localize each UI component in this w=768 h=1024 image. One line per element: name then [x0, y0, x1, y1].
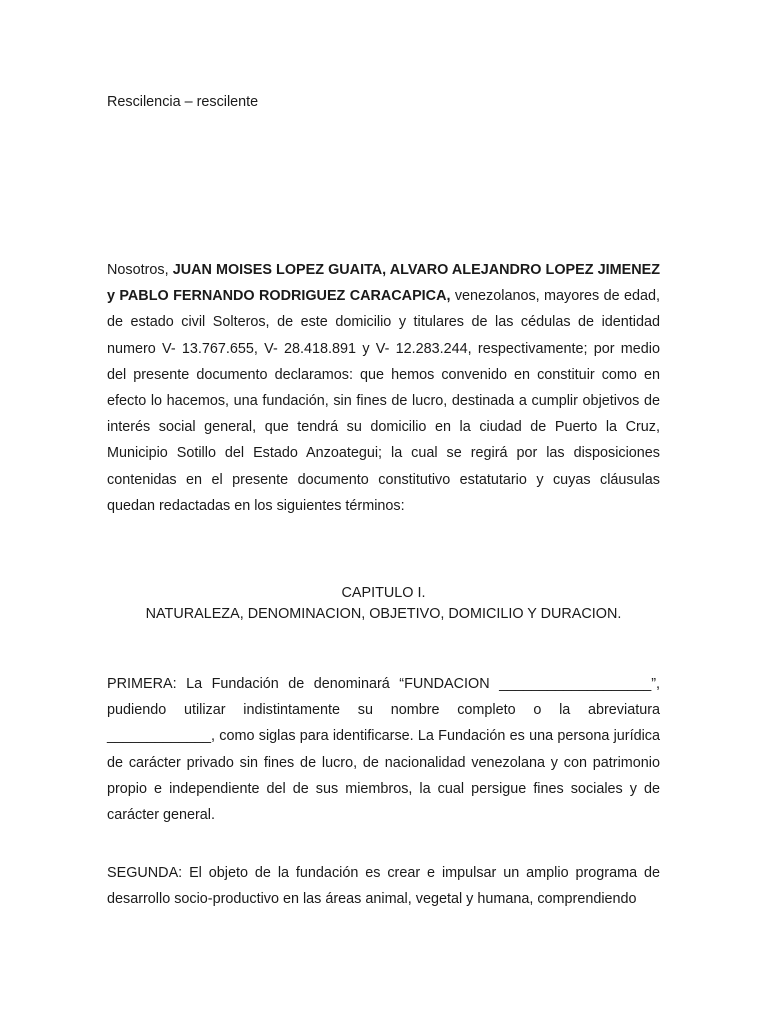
chapter-heading: [107, 583, 660, 625]
intro-lead: Nosotros,: [107, 262, 173, 278]
chapter-title: NATURALEZA, DENOMINACION, OBJETIVO, DOMICILIO Y DURACION.: [145, 606, 622, 622]
clause-segunda: SEGUNDA: El objeto de la fundación es crear e impulsar un amplio programa de desarrollo socio-productivo en las áreas animal, vegetal y humana, comprendiendo: [107, 865, 660, 908]
intro-body: venezolanos, mayores de edad, de estado civil Solteros, de este domicilio y titulares de las cédulas de identidad numero V- 13.767.655, V- 28.418.891 y V- 12.283.244, respectivamente; por medio del presente documento declaramos: que hemos convenido en constituir como en efecto lo hacemos, una fundación, sin fines de lucro, destinada a cumplir objetivos de interés social general, que tendrá su domicilio en la ciudad de Puerto la Cruz, Municipio Sotillo del Estado Anzoategui; la cual se regirá por las disposiciones contenidas en el presente documento constitutivo estatutario y cuyas cláusulas quedan redactadas en los siguientes términos:: [107, 288, 661, 514]
clause-primera: PRIMERA: La Fundación de denominará “FUNDACION ___________________”, pudiendo utilizar indistintamente su nombre completo o la abreviatura _____________, como siglas para identificarse. La Fundación es una persona jurídica de carácter privado sin fines de lucro, de nacionalidad venezolana y con patrimonio propio e independiente del de sus miembros, la cual persigue fines sociales y de carácter general.: [107, 676, 660, 824]
intro-paragraph: [107, 257, 660, 519]
document-title: Rescilencia – rescilente: [107, 94, 259, 110]
chapter-number: CAPITULO I.: [341, 585, 426, 601]
intro-names: JUAN MOISES LOPEZ GUAITA, ALVARO ALEJANDRO LOPEZ JIMENEZ y PABLO FERNANDO RODRIGUEZ CARACAPICA,: [107, 262, 660, 305]
